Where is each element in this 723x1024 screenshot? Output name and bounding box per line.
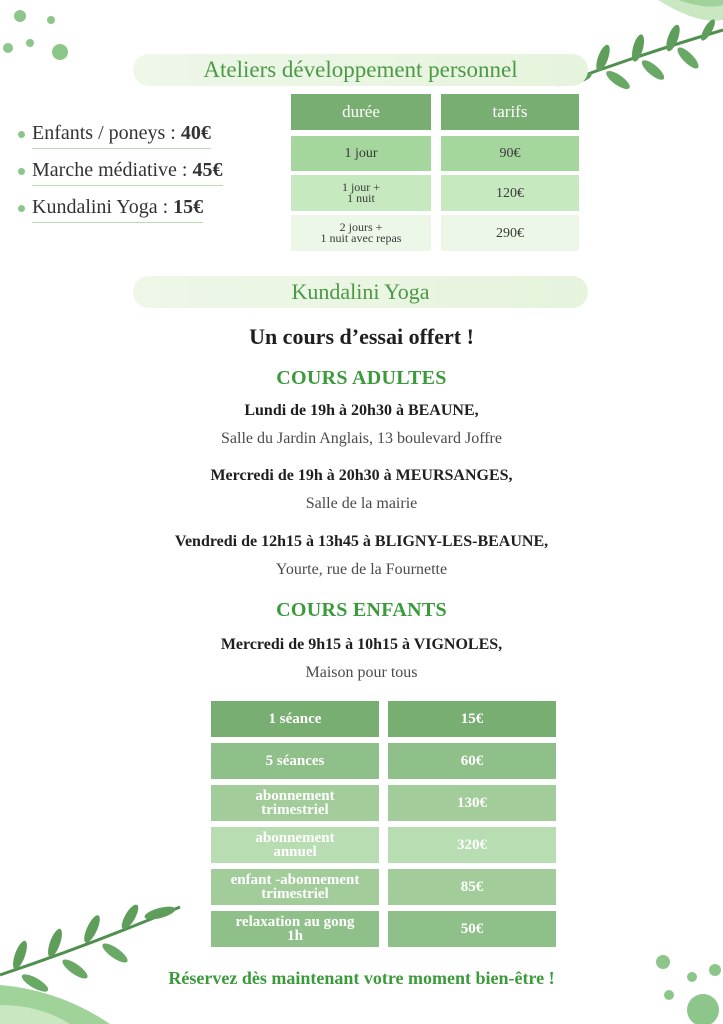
price-value-cell: 320€ xyxy=(388,827,556,863)
table-cell-price: 90€ xyxy=(441,136,579,171)
session-location: Yourte, rue de la Fournette xyxy=(275,561,448,578)
duration-line: 1 nuit avec repas xyxy=(320,231,402,245)
price-value-cell: 60€ xyxy=(388,743,556,779)
session-schedule: Vendredi de 12h15 à 13h45 à BLIGNY-LES-BEAUNE, xyxy=(174,533,549,550)
children-classes-heading: COURS ENFANTS xyxy=(276,599,447,621)
price-label-cell xyxy=(211,827,379,863)
price-label-cell: 1 séance xyxy=(211,701,379,737)
price-label-line: abonnement xyxy=(255,788,335,804)
bullet-label: Kundalini Yoga : xyxy=(32,196,174,218)
footer-call-to-action: Réservez dès maintenant votre moment bien-être ! xyxy=(168,968,555,988)
table-cell-price: 290€ xyxy=(441,215,579,251)
workshop-price-list xyxy=(18,122,278,233)
session-location: Salle du Jardin Anglais, 13 boulevard Joffre xyxy=(221,430,502,447)
bullet-price: 45€ xyxy=(192,159,223,181)
dots-decoration-top-left xyxy=(0,0,80,70)
bullet-icon xyxy=(18,168,25,175)
adult-classes-heading: COURS ADULTES xyxy=(276,367,447,389)
price-label-line: abonnement xyxy=(255,830,335,846)
session-location: Salle de la mairie xyxy=(305,495,418,512)
price-label-line: annuel xyxy=(273,844,317,860)
bullet-icon xyxy=(18,205,25,212)
price-label-cell xyxy=(211,911,379,947)
table-header-duration: durée xyxy=(291,94,431,130)
bullet-label: Enfants / poneys : xyxy=(32,122,181,144)
leaf-branch-bottom-left-icon xyxy=(0,895,185,1024)
duration-line: 1 jour + xyxy=(341,180,381,194)
table-cell-duration: 1 jour xyxy=(291,136,431,171)
price-label-cell xyxy=(211,869,379,905)
price-label-line: enfant -abonnement xyxy=(230,872,360,888)
price-label-line: 1h xyxy=(287,928,303,944)
price-label-line: relaxation au gong xyxy=(235,914,355,930)
list-item xyxy=(18,159,278,196)
price-label-line: trimestriel xyxy=(261,802,329,818)
bullet-icon xyxy=(18,131,25,138)
bullet-label: Marche médiative : xyxy=(32,159,193,181)
price-value-cell: 85€ xyxy=(388,869,556,905)
yoga-title: Kundalini Yoga xyxy=(133,276,588,308)
bullet-price: 15€ xyxy=(173,196,204,218)
table-header-price: tarifs xyxy=(441,94,579,130)
duration-line: 2 jours + xyxy=(339,220,383,234)
session-schedule: Mercredi de 19h à 20h30 à MEURSANGES, xyxy=(210,467,513,484)
list-item xyxy=(18,122,278,159)
workshops-title: Ateliers développement personnel xyxy=(133,54,588,86)
duration-line: 1 nuit xyxy=(347,191,375,205)
table-cell-duration xyxy=(291,175,431,211)
session-schedule: Mercredi de 9h15 à 10h15 à VIGNOLES, xyxy=(220,636,503,653)
price-value-cell: 130€ xyxy=(388,785,556,821)
session-schedule: Lundi de 19h à 20h30 à BEAUNE, xyxy=(244,402,479,419)
price-value-cell: 15€ xyxy=(388,701,556,737)
table-cell-duration xyxy=(291,215,431,251)
price-label-cell: 5 séances xyxy=(211,743,379,779)
list-item xyxy=(18,196,278,233)
price-label-cell xyxy=(211,785,379,821)
price-label-line: trimestriel xyxy=(261,886,329,902)
session-location: Maison pour tous xyxy=(305,664,418,681)
trial-offer-text: Un cours d’essai offert ! xyxy=(249,324,474,349)
price-value-cell: 50€ xyxy=(388,911,556,947)
bullet-price: 40€ xyxy=(180,122,211,144)
table-cell-price: 120€ xyxy=(441,175,579,211)
